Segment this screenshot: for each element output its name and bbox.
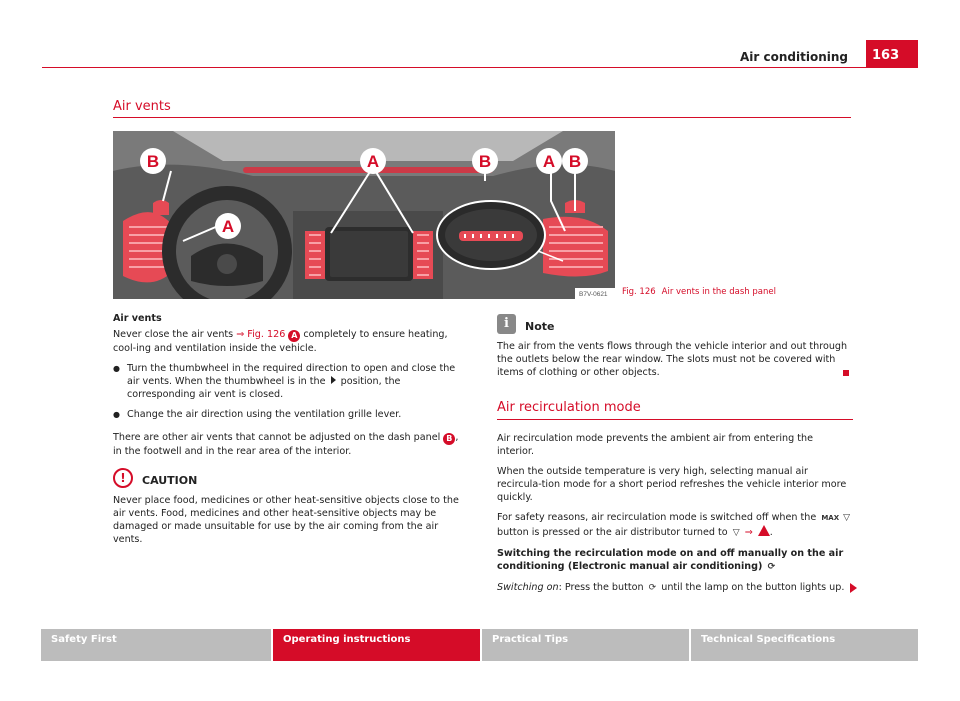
footer-nav (41, 629, 918, 661)
air-vents-subheading: Air vents (113, 313, 162, 324)
note-title: Note (525, 320, 555, 333)
tab-practical-tips[interactable]: Practical Tips (482, 629, 689, 661)
bullet-thumbwheel: ● Turn the thumbwheel in the required direction to open and close the air vents. When the thumbwheel is in the position, the corresponding air vent is closed. (113, 362, 463, 401)
callout-a-center (360, 148, 386, 174)
dashboard-figure (113, 131, 615, 299)
warning-reference: ⇒ (741, 527, 756, 538)
switching-on-paragraph: Switching on: Press the button ⟳ until the lamp on the button lights up. (497, 581, 853, 595)
continue-arrow-icon (850, 583, 857, 593)
svg-text:A: A (542, 152, 556, 171)
callout-a-right (536, 148, 562, 174)
callout-a-left (215, 213, 241, 239)
svg-text:A: A (366, 152, 380, 171)
tab-technical-specifications[interactable]: Technical Specifications (691, 629, 918, 661)
section-title: Air conditioning (740, 50, 848, 64)
air-vents-paragraph-2: There are other air vents that cannot be adjusted on the dash panel B , in the footwell and in the rear area of the interior. (113, 432, 459, 457)
switching-on-label: Switching on (497, 582, 559, 593)
svg-text:B: B (478, 152, 492, 171)
info-icon: i (497, 314, 516, 334)
air-vents-paragraph-1: Never close the air vents ⇒ Fig. 126 A completely to ensure heating, cool-ing and ventilation inside the vehicle. (113, 329, 448, 354)
figure-reference-link[interactable]: ⇒ Fig. 126 (236, 329, 286, 340)
badge-b: B (443, 433, 455, 445)
recirculation-paragraph-1: Air recirculation mode prevents the ambient air from entering the interior. (497, 433, 814, 457)
left-column (113, 312, 463, 553)
closed-position-icon (331, 376, 336, 384)
callout-b-center (472, 148, 498, 174)
warning-icon (758, 525, 770, 536)
caution-title: CAUTION (142, 474, 198, 487)
figure-code: B7V-0621 (579, 291, 608, 298)
caution-header (113, 468, 463, 490)
callout-b-right (562, 148, 588, 174)
dashboard-illustration (113, 131, 615, 299)
tab-operating-instructions[interactable]: Operating instructions (273, 629, 480, 661)
caution-text: Never place food, medicines or other heat-sensitive objects close to the air vents. Food, medicines and other heat-sensitive objects may be damaged or made unsuitable for use by the air coming from the air vents. (113, 495, 459, 545)
figure-caption (622, 287, 776, 297)
header-rule (42, 67, 918, 68)
figure-caption-text: Air vents in the dash panel (661, 287, 776, 297)
figure-caption-label: Fig. 126 (622, 287, 656, 297)
page-number: 163 (866, 40, 918, 68)
air-vents-heading: Air vents (113, 99, 171, 114)
recirculation-rule (497, 419, 853, 420)
section-end-icon (843, 370, 849, 376)
windscreen-icon: ▽ (843, 513, 851, 523)
windscreen-icon-2: ▽ (732, 528, 740, 538)
svg-text:B: B (568, 152, 582, 171)
bullet-grille-lever: ● Change the air direction using the ventilation grille lever. (113, 408, 463, 421)
recirculation-heading: Air recirculation mode (497, 400, 641, 415)
svg-text:B: B (146, 152, 160, 171)
heading-rule (113, 117, 851, 118)
max-defrost-icon: MAX (821, 514, 840, 522)
callout-b-left (140, 148, 166, 174)
tab-safety-first[interactable]: Safety First (41, 629, 271, 661)
caution-icon: ! (113, 468, 133, 488)
recirculation-subheading: Switching the recirculation mode on and off manually on the air conditioning (Electronic manual air conditioning) ⟳ (497, 548, 844, 572)
recirculation-button-icon: ⟳ (648, 583, 657, 593)
right-column (497, 318, 853, 602)
page-header (0, 0, 960, 70)
note-header (497, 318, 853, 338)
recirculation-paragraph-3: For safety reasons, air recirculation mode is switched off when the MAX ▽ button is pressed or the air distributor turned to ▽ ⇒ . (497, 512, 851, 538)
badge-a: A (288, 330, 300, 342)
recirculation-icon: ⟳ (767, 562, 776, 572)
recirculation-paragraph-2: When the outside temperature is very high, selecting manual air recircula-tion mode for a short period refreshes the vehicle interior more quickly. (497, 466, 847, 503)
note-text: The air from the vents flows through the vehicle interior and out through the outlets below the rear window. The slots must not be covered with items of clothing or other objects. (497, 341, 848, 378)
svg-text:A: A (221, 217, 235, 236)
